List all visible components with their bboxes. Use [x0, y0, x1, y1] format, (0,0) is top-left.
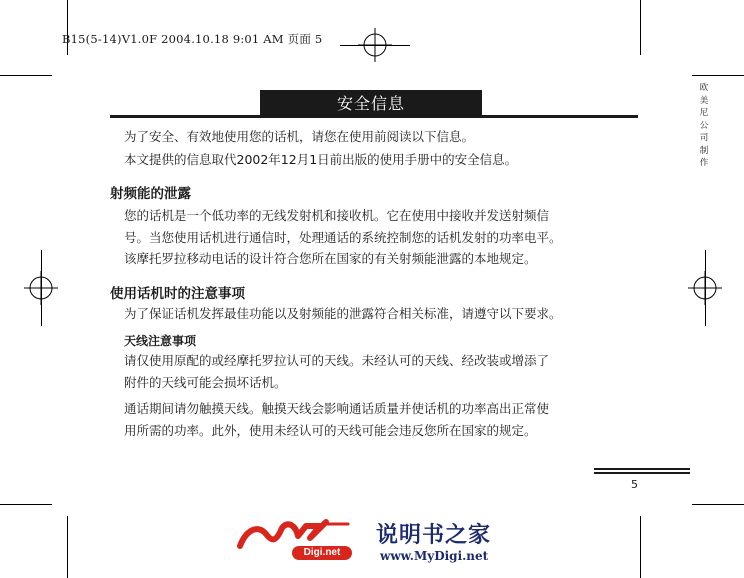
print-header: B15(5-14)V1.0F 2004.10.18 9:01 AM 页面 5 [62, 32, 323, 46]
crop-mark [67, 516, 68, 578]
footer-rule [594, 468, 690, 470]
paragraph-line: 请仅使用原配的或经摩托罗拉认可的天线。未经认可的天线、经改装或增添了 [124, 353, 550, 368]
section-heading: 使用话机时的注意事项 [110, 286, 245, 302]
paragraph-line: 该摩托罗拉移动电话的设计符合您所在国家的有关射频能泄露的本地规定。 [124, 251, 537, 266]
watermark-url: www.MyDigi.net [380, 549, 489, 563]
crop-mark [0, 504, 52, 505]
section-heading: 射频能的泄露 [110, 186, 191, 202]
paragraph-line: 附件的天线可能会损坏话机。 [124, 375, 287, 390]
watermark-logo [236, 516, 521, 566]
paragraph-line: 为了保证话机发挥最佳功能以及射频能的泄露符合相关标准，请遵守以下要求。 [124, 306, 562, 321]
side-vertical-text: 欧 美 尼 公 司 制 作 [699, 83, 709, 168]
crop-mark [692, 75, 744, 76]
crop-mark [41, 250, 42, 326]
crop-mark [692, 504, 744, 505]
paragraph-line: 您的话机是一个低功率的无线发射机和接收机。它在使用中接收并发送射频信 [124, 208, 550, 223]
page-title: 安全信息 [260, 90, 482, 118]
footer-rule [594, 472, 690, 474]
subsection-heading: 天线注意事项 [124, 334, 197, 348]
intro-line: 为了安全、有效地使用您的话机，请您在使用前阅读以下信息。 [124, 129, 475, 144]
intro-line: 本文提供的信息取代2002年12月1日前出版的使用手册中的安全信息。 [124, 152, 518, 167]
watermark-cn-text: 说明书之家 [376, 523, 492, 548]
crop-mark [640, 0, 641, 55]
paragraph-line: 用所需的功率。此外，使用未经认可的天线可能会违反您所在国家的规定。 [124, 423, 537, 438]
crop-mark [0, 75, 52, 76]
crop-mark [705, 250, 706, 326]
digi-net-badge: Digi.net [292, 546, 352, 560]
crop-mark [640, 516, 641, 578]
paragraph-line: 号。当您使用话机进行通信时，处理通话的系统控制您的话机发射的功率电平。 [124, 230, 562, 245]
page-number: 5 [631, 478, 638, 491]
paragraph-line: 通话期间请勿触摸天线。触摸天线会影响通话质量并使话机的功率高出正常使 [124, 401, 550, 416]
registration-mark-icon [358, 28, 392, 62]
